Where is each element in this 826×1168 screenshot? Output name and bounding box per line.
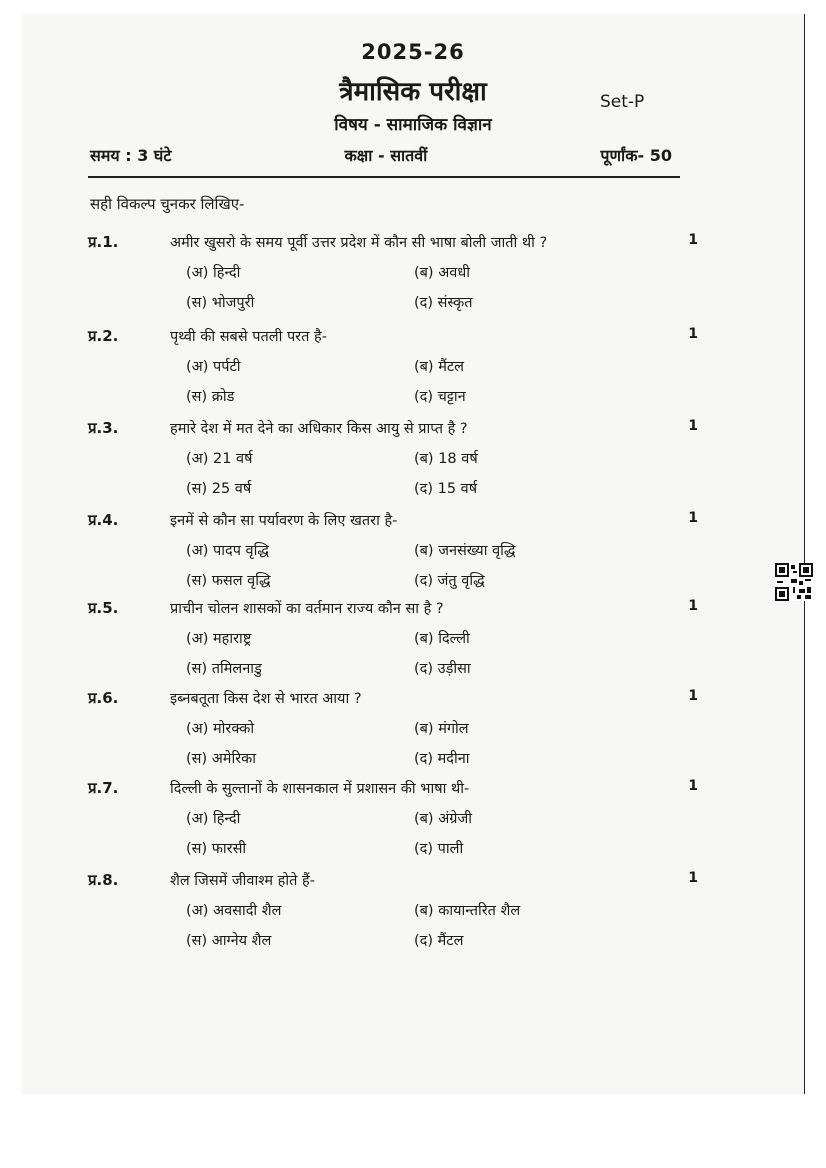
option-d: (द) मदीना [414,751,470,767]
question-marks: 1 [688,598,698,614]
option-c: (स) क्रोड [186,389,235,405]
question-text: हमारे देश में मत देने का अधिकार किस आयु से प्राप्त है ? [170,421,468,437]
question-marks: 1 [688,688,698,704]
question-marks: 1 [688,232,698,248]
question-marks: 1 [688,418,698,434]
option-d: (द) जंतु वृद्धि [414,573,485,589]
option-b: (ब) दिल्ली [414,631,470,647]
question-marks: 1 [688,870,698,886]
option-b: (ब) मैंटल [414,359,465,375]
subject-line: विषय - सामाजिक विज्ञान [334,115,492,135]
option-b: (ब) अंग्रेजी [414,811,472,827]
question-6 [88,688,698,778]
question-text: प्राचीन चोलन शासकों का वर्तमान राज्य कौन सा है ? [170,601,444,617]
option-a: (अ) पर्पटी [186,359,241,375]
time-label: समय : 3 घंटे [90,146,172,165]
option-c: (स) फारसी [186,841,247,857]
question-marks: 1 [688,326,698,342]
question-text: इनमें से कौन सा पर्यावरण के लिए खतरा है- [170,513,398,529]
question-text: इब्नबतूता किस देश से भारत आया ? [170,691,362,707]
question-1 [88,232,698,322]
option-a: (अ) महाराष्ट्र [186,631,252,647]
option-a: (अ) हिन्दी [186,265,241,281]
option-d: (द) चट्टान [414,389,466,405]
question-text: दिल्ली के सुल्तानों के शासनकाल में प्रशासन की भाषा थी- [170,781,470,797]
exam-year: 2025-26 [361,40,465,64]
instruction-text: सही विकल्प चुनकर लिखिए- [90,195,245,213]
question-4 [88,510,698,600]
option-c: (स) 25 वर्ष [186,481,252,497]
set-label: Set-P [600,92,645,112]
question-marks: 1 [688,510,698,526]
question-7 [88,778,698,868]
option-d: (द) 15 वर्ष [414,481,478,497]
option-a: (अ) हिन्दी [186,811,241,827]
question-text: शैल जिसमें जीवाश्म होते हैं- [170,873,315,889]
question-number: प्र.8. [88,871,119,889]
question-number: प्र.1. [88,233,119,251]
question-number: प्र.7. [88,779,119,797]
class-label: कक्षा - सातवीं [344,146,428,165]
header-divider [88,176,680,178]
option-b: (ब) 18 वर्ष [414,451,478,467]
question-text: अमीर खुसरो के समय पूर्वी उत्तर प्रदेश में कौन सी भाषा बोली जाती थी ? [170,235,548,251]
question-number: प्र.5. [88,599,119,617]
meta-row [90,144,672,166]
option-c: (स) आग्नेय शैल [186,933,272,949]
question-number: प्र.2. [88,327,119,345]
option-d: (द) संस्कृत [414,295,473,311]
option-b: (ब) जनसंख्या वृद्धि [414,543,516,559]
option-c: (स) फसल वृद्धि [186,573,271,589]
option-a: (अ) अवसादी शैल [186,903,282,919]
question-5 [88,598,698,688]
option-b: (ब) कायान्तरित शैल [414,903,521,919]
option-d: (द) पाली [414,841,464,857]
option-b: (ब) अवधी [414,265,471,281]
option-d: (द) मैंटल [414,933,464,949]
question-2 [88,326,698,416]
question-number: प्र.3. [88,419,119,437]
option-a: (अ) 21 वर्ष [186,451,253,467]
question-marks: 1 [688,778,698,794]
option-d: (द) उड़ीसा [414,661,471,677]
question-text: पृथ्वी की सबसे पतली परत है- [170,329,327,345]
option-b: (ब) मंगोल [414,721,469,737]
question-8 [88,870,698,960]
question-number: प्र.6. [88,689,119,707]
option-c: (स) अमेरिका [186,751,257,767]
qr-code-icon [775,563,813,601]
option-a: (अ) पादप वृद्धि [186,543,269,559]
option-c: (स) भोजपुरी [186,295,255,311]
question-3 [88,418,698,508]
option-c: (स) तमिलनाडु [186,661,262,677]
question-number: प्र.4. [88,511,119,529]
exam-title: त्रैमासिक परीक्षा [339,77,487,107]
max-marks-label: पूर्णांक- 50 [600,146,672,165]
exam-paper [22,14,805,1094]
option-a: (अ) मोरक्को [186,721,255,737]
